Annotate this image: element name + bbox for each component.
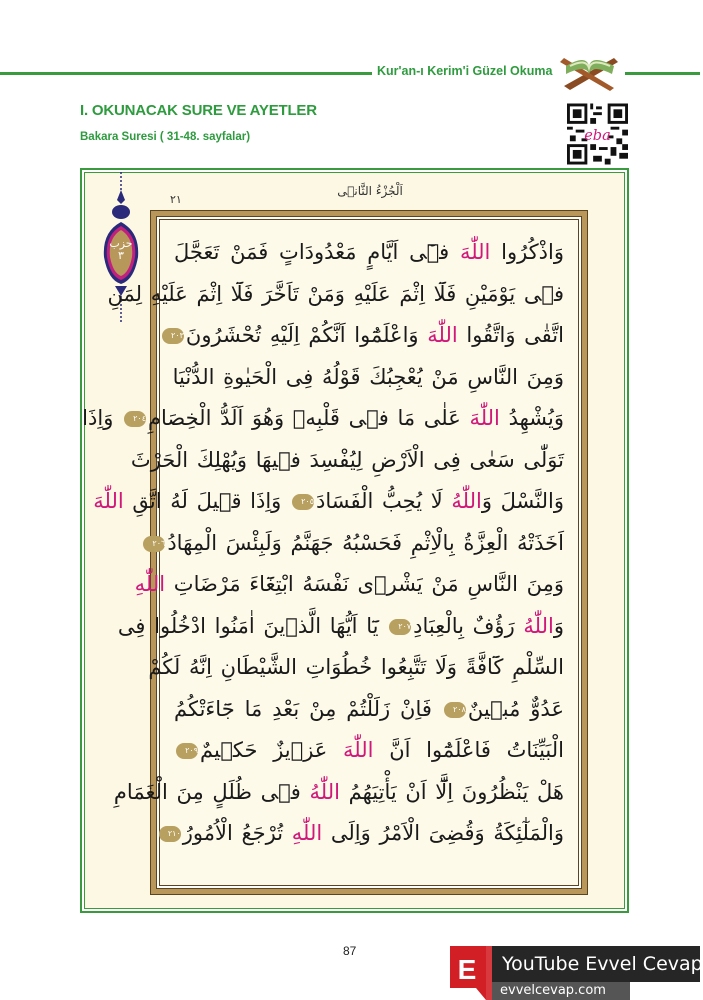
quran-line <box>152 523 564 565</box>
allah-word: اللّٰهَ <box>93 489 124 513</box>
logo-letter: E <box>457 954 477 985</box>
verse-text: فٖى يَوْمَيْنِ فَلَٓا اِثْمَ عَلَيْهِ وَمَنْ تَاَخَّرَ فَلَٓا اِثْمَ عَلَيْهِ لِمَنِ <box>107 281 564 306</box>
verse-text: فٖٓى اَيَّامٍ مَعْدُودَاتٍ فَمَنْ تَعَجَّلَ <box>174 240 460 264</box>
verse-text: وَاِذَا قٖيلَ لَهُ اتَّقِ <box>123 489 290 513</box>
website-link[interactable]: evvelcevap.com <box>492 982 630 1000</box>
verse-text: الْبَيِّنَاتُ فَاعْلَمُٓوا اَنَّ <box>373 738 565 762</box>
quran-line <box>130 440 564 482</box>
quran-line <box>107 274 564 316</box>
qr-label: eba <box>584 127 611 144</box>
quran-line <box>174 232 564 274</box>
verse-text: وَمِنَ النَّاسِ مَنْ يَشْرٖى نَفْسَهُ ابْتِغَٓاءَ مَرْضَاتِ <box>165 572 564 596</box>
verse-text: فٖى ظُلَلٍ مِنَ الْغَمَامِ <box>113 779 310 804</box>
verse-text: عَدُوٌّ مُبٖينٌ <box>467 696 564 721</box>
verse-text: يَٓا اَيُّهَا الَّذٖينَ اٰمَنُوا ادْخُلُوا فِى <box>117 613 388 638</box>
allah-word: اللّٰهَ <box>469 406 500 430</box>
quran-line <box>117 606 564 648</box>
ayah-number-marker: ٢٠٤ <box>124 411 146 427</box>
quran-line <box>174 689 564 731</box>
quran-line <box>167 813 564 855</box>
verse-text: عَلٰى مَا فٖى قَلْبِهٖ وَهُوَ اَلَدُّ الْخِصَامِ <box>148 406 470 430</box>
mushaf-page-number: ٢١ <box>170 193 182 206</box>
verse-text: عَزٖيزٌ حَكٖيمٌ <box>200 738 344 762</box>
quran-stand-icon <box>556 52 622 92</box>
verse-text: رَؤُفٌ بِالْعِبَادِ <box>413 613 524 638</box>
hizb-number: ٣ <box>118 249 124 262</box>
allah-word: اللّٰهِ <box>291 821 323 845</box>
allah-word: اللّٰهُ <box>309 779 340 804</box>
quran-line <box>82 398 564 440</box>
verse-text: وَالنَّسْلَ وَ <box>481 489 564 513</box>
verse-text: وَمِنَ النَّاسِ مَنْ يُعْجِبُكَ قَوْلُهُ فِى الْحَيٰوةِ الدُّنْيَا <box>172 364 564 389</box>
verse-text: هَلْ يَنْظُرُونَ اِلَّٓا اَنْ يَأْتِيَهُمُ <box>339 779 564 804</box>
quran-line <box>134 564 564 606</box>
verse-text: وَاِذَا <box>82 406 123 430</box>
verse-text: وَاعْلَمُٓوا اَنَّكُمْ اِلَيْهِ تُحْشَرُونَ <box>185 323 428 347</box>
quran-line <box>113 772 564 814</box>
book-title: Kur'an-ı Kerim'i Güzel Okuma <box>377 64 553 78</box>
allah-word: اللّٰهِ <box>134 572 166 596</box>
allah-word: اللّٰهُ <box>523 613 554 638</box>
ayah-number-marker: ٢٠٧ <box>389 619 411 635</box>
juz-title: اَلْجُزْءُ الثَّانٖى <box>337 184 403 198</box>
quran-line <box>171 315 564 357</box>
ayah-number-marker: ٢٠٦ <box>143 536 165 552</box>
verse-text: وَيُشْهِدُ <box>499 406 564 430</box>
allah-word: اللّٰهَ <box>343 738 374 762</box>
allah-word: اللّٰهَ <box>459 240 491 264</box>
verse-text: وَ <box>553 613 564 638</box>
page-number: 87 <box>343 944 357 958</box>
verse-text: لَا يُحِبُّ الْفَسَادَ <box>316 489 452 513</box>
allah-word: اللّٰهَ <box>427 323 458 347</box>
verse-text: تُرْجَعُ الْاُمُورُ <box>182 821 292 845</box>
evvelcevap-logo-icon <box>450 946 486 1000</box>
verse-text: فَاِنْ زَلَلْتُمْ مِنْ بَعْدِ مَا جَٓاءَتْكُمُ <box>174 696 442 721</box>
verse-text: اَخَذَتْهُ الْعِزَّةُ بِالْاِثْمِ فَحَسْبُهُ جَهَنَّمُ وَلَبِئْسَ الْمِهَادُ <box>167 530 564 555</box>
ayah-number-marker: ٢٠٩ <box>176 743 198 759</box>
verse-text: السِّلْمِ كَٓافَّةً وَلَا تَتَّبِعُوا خُطُوَاتِ الشَّيْطَانِ اِنَّهُ لَكُمْ <box>148 655 564 679</box>
verse-text: اتَّقٰى وَاتَّقُوا <box>457 323 564 347</box>
hizb-marker <box>104 238 138 262</box>
quran-line <box>148 647 564 689</box>
ayah-number-marker: ٢٠٨ <box>444 702 466 718</box>
quran-line <box>93 481 564 523</box>
hizb-label: حزب <box>109 237 133 250</box>
verse-text: وَاذْكُرُوا <box>490 240 564 264</box>
qr-code[interactable] <box>567 103 628 165</box>
quran-line <box>174 357 564 399</box>
section-subtitle: Bakara Suresi ( 31-48. sayfalar) <box>80 131 251 143</box>
ayah-number-marker: ٢٠٥ <box>292 494 314 510</box>
ayah-number-marker: ٢١٠ <box>159 826 181 842</box>
header-rule-left <box>0 72 372 75</box>
section-title: I. OKUNACAK SURE VE AYETLER <box>80 102 317 119</box>
verse-text: وَالْمَلٰٓئِكَةُ وَقُضِىَ الْاَمْرُ وَاِلَى <box>322 821 564 845</box>
verse-text: تَوَلّٰى سَعٰى فِى الْاَرْضِ لِيُفْسِدَ فٖيهَا وَيُهْلِكَ الْحَرْثَ <box>130 447 564 472</box>
quran-line <box>174 730 564 772</box>
allah-word: اللّٰهُ <box>451 489 482 513</box>
header-rule-right <box>625 72 700 75</box>
channel-name[interactable]: YouTube Evvel Cevap <box>492 946 700 982</box>
ayah-number-marker: ٢٠٣ <box>162 328 184 344</box>
